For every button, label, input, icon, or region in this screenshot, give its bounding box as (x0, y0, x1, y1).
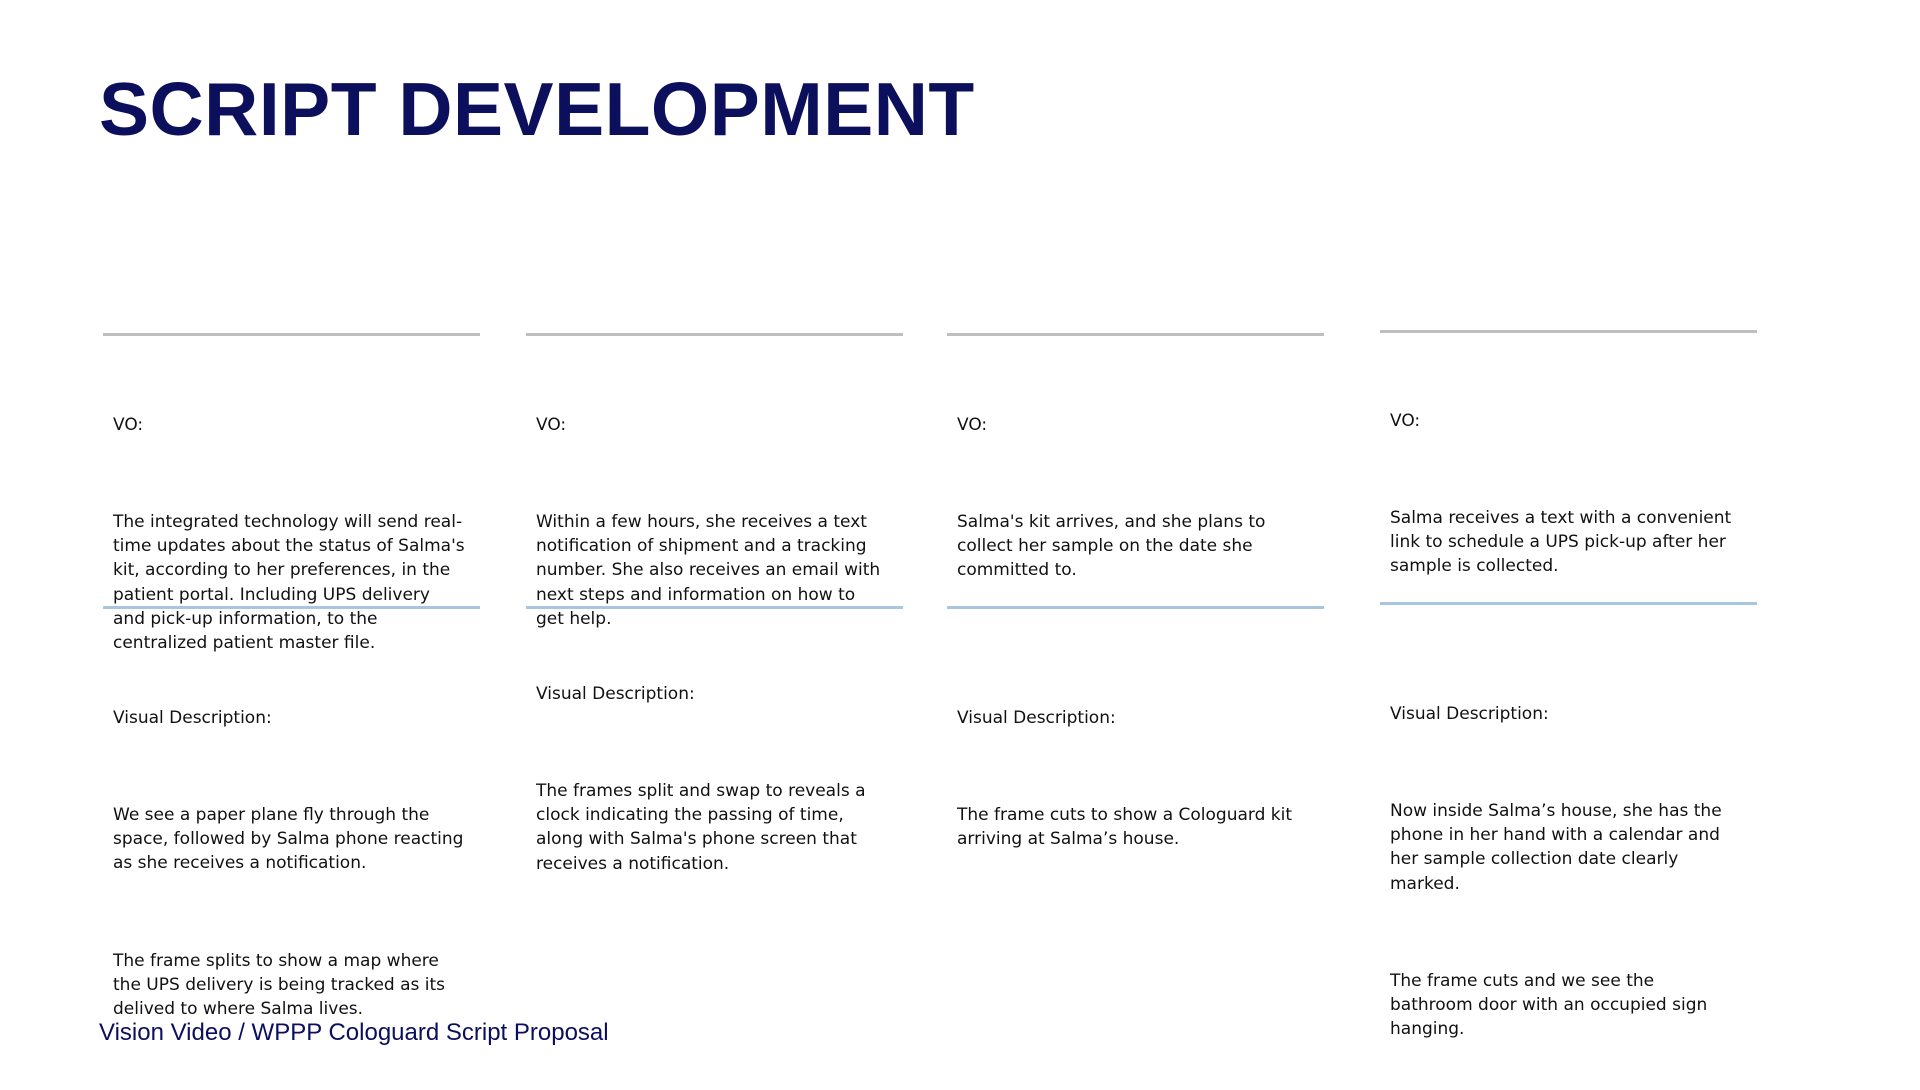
vo-block (113, 364, 471, 704)
vo-text: Salma's kit arrives, and she plans to collect her sample on the date she committed to. (957, 511, 1271, 581)
column-divider-rule (1380, 602, 1757, 605)
visual-paragraph: The frames split and swap to reveals a clock indicating the passing of time, along with Salma's phone screen that receives a notification. (536, 780, 871, 874)
visual-heading: Visual Description: (1390, 703, 1549, 724)
vo-text: Within a few hours, she receives a text notification of shipment and a tracking number. She also receives an email with next steps and information on how to get help. (536, 511, 886, 629)
column-divider-rule (103, 606, 480, 609)
vo-block (1390, 360, 1742, 627)
vo-heading: VO: (1390, 410, 1421, 431)
visual-paragraph: The frame splits to show a map where the UPS delivery is being tracked as its delived to where Salma lives. (113, 950, 451, 1020)
visual-block (113, 657, 469, 1070)
vo-heading: VO: (113, 414, 144, 435)
visual-paragraph: We see a paper plane fly through the space, followed by Salma phone reacting as she receives a notification. (113, 804, 469, 874)
visual-paragraph: Now inside Salma’s house, she has the phone in her hand with a calendar and her sample collection date clearly marked. (1390, 800, 1728, 894)
column-top-rule (947, 333, 1324, 336)
column-top-rule (526, 333, 903, 336)
visual-paragraph: The frame cuts and we see the bathroom door with an occupied sign hanging. (1390, 970, 1713, 1040)
visual-paragraph: The frame cuts to show a Cologuard kit arriving at Salma’s house. (957, 804, 1298, 850)
column-divider-rule (947, 606, 1324, 609)
vo-text: Salma receives a text with a convenient link to schedule a UPS pick-up after her sample is collected. (1390, 507, 1737, 577)
visual-block (536, 633, 888, 925)
visual-heading: Visual Description: (957, 707, 1116, 728)
slide-title: SCRIPT DEVELOPMENT (99, 67, 975, 151)
visual-block (1390, 653, 1742, 1090)
visual-heading: Visual Description: (536, 683, 695, 704)
column-top-rule (1380, 330, 1757, 333)
column-top-rule (103, 333, 480, 336)
visual-block (957, 657, 1309, 900)
slide-footer: Vision Video / WPPP Cologuard Script Proposal (99, 1019, 609, 1046)
vo-text: The integrated technology will send real-time updates about the status of Salma's kit, according to her preferences, in the patient portal. Including UPS delivery and pick-up information, to the centralized patient master file. (113, 511, 471, 654)
visual-heading: Visual Description: (113, 707, 272, 728)
column-divider-rule (526, 606, 903, 609)
vo-heading: VO: (536, 414, 567, 435)
vo-heading: VO: (957, 414, 988, 435)
vo-block (957, 364, 1309, 631)
